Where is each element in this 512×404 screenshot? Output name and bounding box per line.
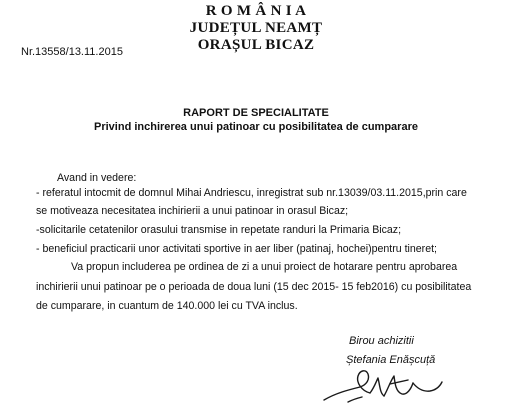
department-label: Birou achizitii	[349, 335, 414, 347]
list-item: se motiveaza necesitatea inchirierii a unui patinoar in orasul Bicaz;	[36, 205, 349, 217]
list-item: - referatul intocmit de domnul Mihai Andriescu, inregistrat sub nr.13039/03.11.2015,prin care	[36, 187, 467, 199]
proposal-line: de cumparare, in cuantum de 140.000 lei cu TVA inclus.	[36, 300, 298, 312]
report-subtitle: Privind inchirerea unui patinoar cu posibilitatea de cumparare	[94, 121, 418, 133]
proposal-line: inchirierii unui patinoar pe o perioada de doua luni (15 dec 2015- 15 feb2016) cu posibilitatea	[36, 281, 472, 293]
report-title: RAPORT DE SPECIALITATE	[183, 107, 329, 119]
signatory-name: Ștefania Enășcuță	[346, 354, 436, 366]
list-item: - beneficiul practicarii unor activitati sportive in aer liber (patinaj, hochei)pentru tineret;	[36, 243, 437, 255]
county-name: JUDEȚUL NEAMȚ	[189, 20, 323, 36]
proposal-line: Va propun includerea pe ordinea de zi a unui proiect de hotarare pentru aprobarea	[71, 261, 458, 273]
list-item: -solicitarile cetatenilor orasului transmise in repetate randuri la Primaria Bicaz;	[36, 224, 402, 236]
registration-number: Nr.13558/13.11.2015	[21, 46, 123, 58]
country-name: R O M Â N I A	[205, 3, 307, 19]
intro-text: Avand in vedere:	[57, 172, 137, 184]
handwritten-signature	[318, 360, 448, 404]
city-name: ORAȘUL BICAZ	[197, 37, 315, 53]
